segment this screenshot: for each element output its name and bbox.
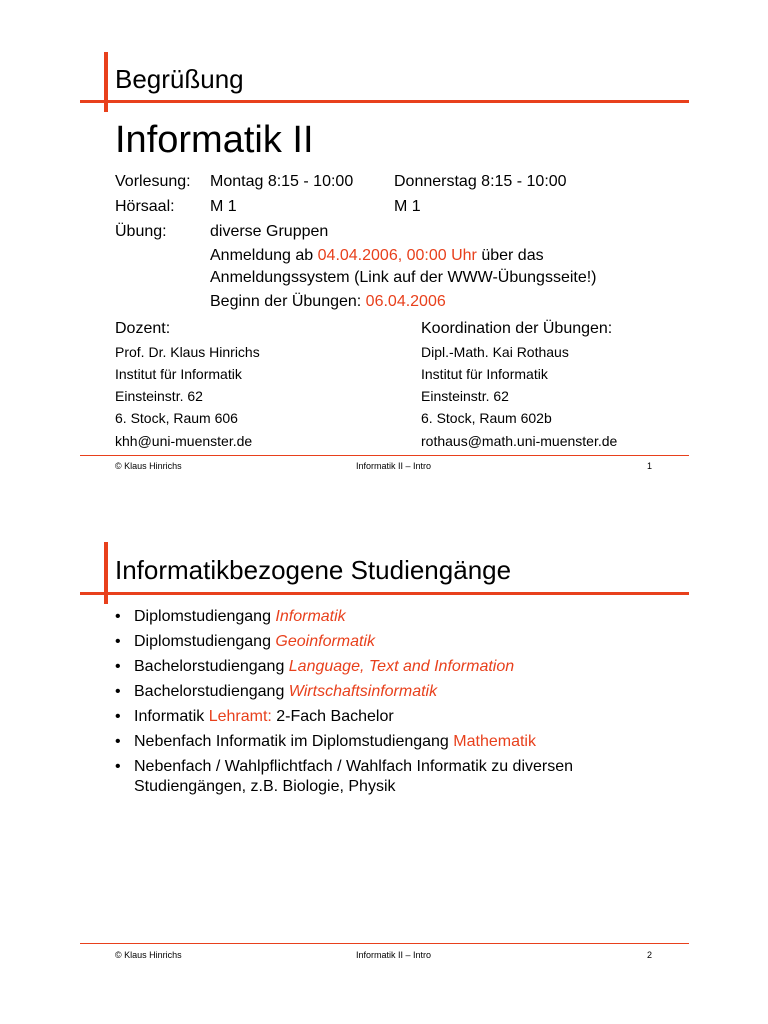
dozent-institute: Institut für Informatik xyxy=(115,366,242,382)
item-text-post: 2-Fach Bachelor xyxy=(271,708,394,725)
list-item xyxy=(115,632,675,652)
dozent-name: Prof. Dr. Klaus Hinrichs xyxy=(115,344,260,360)
item-text: Informatik xyxy=(134,708,209,725)
anmeldung-date: 04.04.2006, 00:00 Uhr xyxy=(317,247,477,264)
bullet-icon: • xyxy=(115,733,121,750)
uebung-groups: diverse Gruppen xyxy=(210,223,329,240)
hoersaal-value-thursday: M 1 xyxy=(394,198,421,215)
item-text: Bachelorstudiengang xyxy=(134,683,289,700)
anmeldung-line-2: Anmeldungssystem (Link auf der WWW-Übungsseite!) xyxy=(210,269,597,286)
hoersaal-label: Hörsaal: xyxy=(115,198,175,215)
study-programs-list xyxy=(115,607,675,802)
vorlesung-label: Vorlesung: xyxy=(115,173,191,190)
dozent-email: khh@uni-muenster.de xyxy=(115,433,253,449)
list-item xyxy=(115,607,675,627)
section-title: Informatikbezogene Studiengänge xyxy=(115,555,512,585)
beginn-pre: Beginn der Übungen: xyxy=(210,293,366,310)
anmeldung-pre: Anmeldung ab xyxy=(210,247,318,264)
vorlesung-time-thursday: Donnerstag 8:15 - 10:00 xyxy=(394,173,567,190)
beginn-date: 06.04.2006 xyxy=(365,293,446,310)
item-text: Nebenfach Informatik im Diplomstudiengang xyxy=(134,733,454,750)
list-item xyxy=(115,757,675,797)
koordination-name: Dipl.-Math. Kai Rothaus xyxy=(421,344,569,360)
koordination-street: Einsteinstr. 62 xyxy=(421,388,509,404)
bullet-icon: • xyxy=(115,683,121,700)
item-text: Bachelorstudiengang xyxy=(134,658,289,675)
bullet-icon: • xyxy=(115,633,121,650)
beginn-line xyxy=(210,292,446,312)
koordination-institute: Institut für Informatik xyxy=(421,366,548,382)
footer-author: © Klaus Hinrichs xyxy=(115,461,182,471)
hoersaal-value-monday: M 1 xyxy=(210,198,237,215)
dozent-street: Einsteinstr. 62 xyxy=(115,388,203,404)
footer-course: Informatik II – Intro xyxy=(356,950,432,960)
item-text: Diplomstudiengang xyxy=(134,633,276,650)
footer-divider xyxy=(80,455,689,456)
footer-page-number: 2 xyxy=(647,950,653,960)
bullet-icon: • xyxy=(115,758,121,775)
koordination-room: 6. Stock, Raum 602b xyxy=(421,410,552,426)
item-highlight: Wirtschaftsinformatik xyxy=(288,683,438,700)
title-underline xyxy=(80,592,689,595)
bullet-icon: • xyxy=(115,608,121,625)
vorlesung-time-monday: Montag 8:15 - 10:00 xyxy=(210,173,354,190)
footer-course: Informatik II – Intro xyxy=(356,461,432,471)
koordination-email: rothaus@math.uni-muenster.de xyxy=(421,433,618,449)
title-underline xyxy=(80,100,689,103)
course-title: Informatik II xyxy=(115,119,314,161)
title-accent-bar xyxy=(104,52,108,112)
anmeldung-post: über das xyxy=(476,247,544,264)
item-highlight: Mathematik xyxy=(453,733,536,750)
list-item xyxy=(115,732,675,752)
list-item xyxy=(115,657,675,677)
bullet-icon: • xyxy=(115,708,121,725)
section-title: Begrüßung xyxy=(115,64,244,94)
list-item xyxy=(115,682,675,702)
item-highlight: Language, Text and Information xyxy=(288,658,515,675)
item-highlight: Geoinformatik xyxy=(275,633,376,650)
item-highlight: Lehramt: xyxy=(208,708,272,725)
footer-author: © Klaus Hinrichs xyxy=(115,950,182,960)
footer-divider xyxy=(80,943,689,944)
bullet-icon: • xyxy=(115,658,121,675)
anmeldung-line xyxy=(210,246,544,266)
dozent-room: 6. Stock, Raum 606 xyxy=(115,410,238,426)
slide-2 xyxy=(0,492,768,1004)
item-text: Diplomstudiengang xyxy=(134,608,276,625)
dozent-heading: Dozent: xyxy=(115,320,171,337)
footer-page-number: 1 xyxy=(647,461,653,471)
koordination-heading: Koordination der Übungen: xyxy=(421,320,613,337)
list-item xyxy=(115,707,675,727)
item-highlight: Informatik xyxy=(275,608,346,625)
uebung-label: Übung: xyxy=(115,223,167,240)
item-text: Nebenfach / Wahlpflichtfach / Wahlfach Informatik zu diversen Studiengängen, z.B. Biologie, Physik xyxy=(134,758,574,795)
